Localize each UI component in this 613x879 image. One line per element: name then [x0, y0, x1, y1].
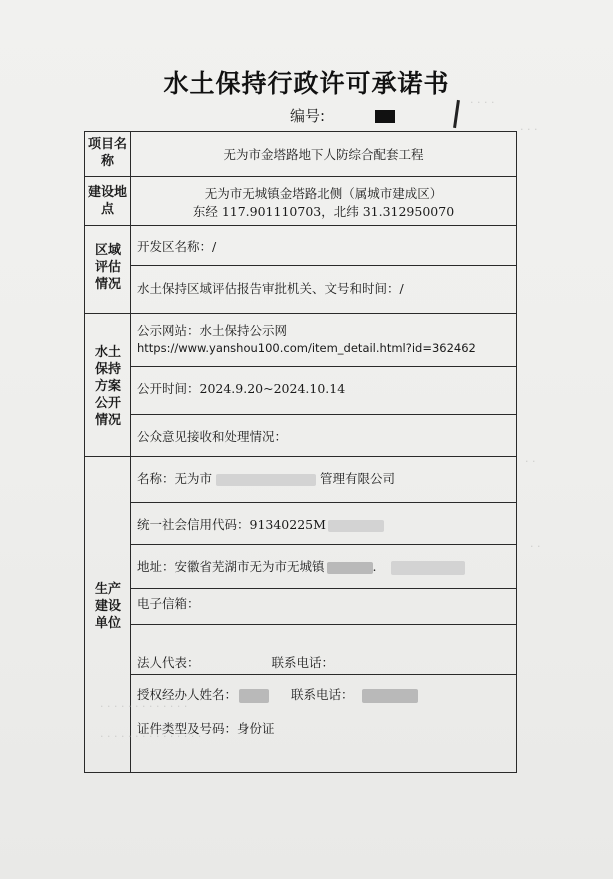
label-producer: 生产建设单位: [94, 582, 121, 631]
producer-credit-code: [137, 516, 510, 533]
label-location: 建设地点: [87, 185, 127, 217]
redaction-mark: [216, 474, 316, 486]
agent-label: 授权经办人姓名：: [137, 687, 238, 702]
producer-address: [137, 558, 510, 575]
row-divider: [130, 366, 516, 367]
bleed-through-text: · ·: [530, 540, 541, 553]
number-label: 编号:: [290, 107, 326, 125]
project-name-value: 无为市金塔路地下人防综合配套工程: [223, 147, 424, 162]
label-disclosure: 水土保持方案公开情况: [94, 345, 121, 428]
legal-rep-label: 法人代表：: [137, 655, 200, 670]
credit-code-text: 统一社会信用代码：91340225M: [137, 517, 326, 532]
producer-email: 电子信箱：: [137, 596, 200, 611]
producer-legal-rep: [137, 654, 510, 671]
row-divider: [85, 225, 516, 226]
disclosure-url: https://www.yanshou100.com/item_detail.html?id=362462: [137, 341, 476, 355]
label-project-name: 项目名称: [87, 137, 127, 169]
redaction-mark: [328, 520, 384, 532]
address-text: 地址：安徽省芜湖市无为市无城镇: [137, 559, 325, 574]
location-coordinates: 东经 117.901110703，北纬 31.312950070: [192, 204, 455, 219]
bleed-through-text: · · ·: [520, 123, 538, 136]
disclosure-website: 公示网站：水土保持公示网: [137, 323, 288, 338]
pen-stroke: [453, 100, 460, 128]
row-divider: [130, 544, 516, 545]
dev-zone-name: 开发区名称：/: [137, 239, 217, 254]
document-title: 水土保持行政许可承诺书: [163, 69, 450, 98]
agent-phone-label: 联系电话：: [291, 687, 354, 702]
redaction-mark: [375, 110, 395, 123]
producer-name: [137, 470, 510, 487]
row-divider: [130, 502, 516, 503]
row-divider: [130, 674, 516, 675]
redaction-mark: [239, 689, 269, 703]
column-divider: [130, 132, 131, 772]
redaction-mark: [327, 562, 373, 574]
location-line1: 无为市无城镇金塔路北侧（属城市建成区）: [204, 186, 443, 201]
row-divider: [85, 176, 516, 177]
bleed-through-text: · · · · · · · · · · · · ·: [100, 700, 188, 713]
redaction-mark: [391, 561, 465, 575]
producer-name-prefix: 名称：无为市: [137, 471, 213, 486]
producer-agent: [137, 686, 510, 703]
regional-approval: 水土保持区域评估报告审批机关、文号和时间：/: [137, 281, 404, 296]
redaction-mark: [362, 689, 418, 703]
commitment-table: [84, 131, 517, 773]
disclosure-period: 公开时间：2024.9.20~2024.10.14: [137, 381, 346, 396]
row-divider: [85, 313, 516, 314]
row-divider: [130, 265, 516, 266]
producer-name-suffix: 管理有限公司: [320, 471, 396, 486]
bleed-through-text: · ·: [525, 455, 536, 468]
document-number: [290, 105, 395, 126]
label-regional-eval: 区域评估情况: [94, 243, 121, 292]
row-divider: [130, 624, 516, 625]
bleed-through-text: · · · ·: [470, 96, 495, 109]
bleed-through-text: · · · · · · · · · · · · · · ·: [100, 730, 202, 743]
row-divider: [85, 456, 516, 457]
row-divider: [130, 588, 516, 589]
address-end: .: [372, 559, 377, 574]
producer-id-type: 证件类型及号码：身份证: [137, 721, 275, 736]
public-feedback: 公众意见接收和处理情况：: [137, 429, 288, 444]
legal-rep-phone-label: 联系电话：: [271, 655, 335, 670]
row-divider: [130, 414, 516, 415]
